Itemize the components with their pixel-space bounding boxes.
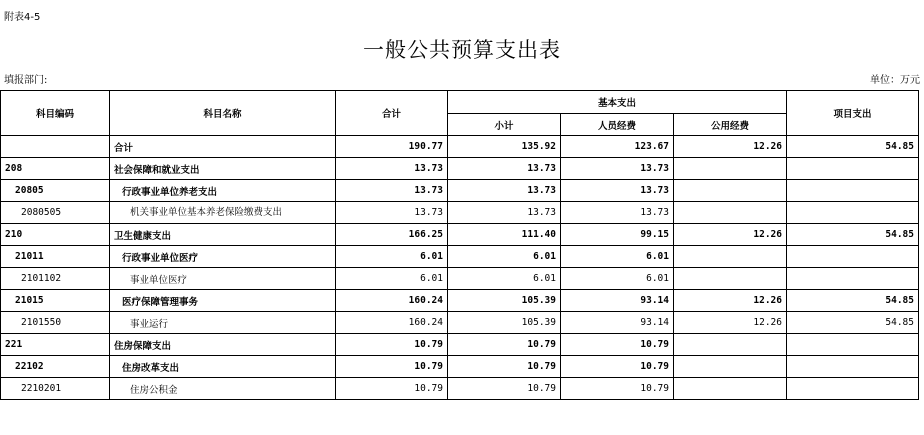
cell-total: 10.79 <box>336 378 448 400</box>
cell-public <box>674 158 787 180</box>
cell-name: 机关事业单位基本养老保险缴费支出 <box>110 202 336 224</box>
col-header-total: 合计 <box>336 91 448 136</box>
expenditure-table <box>0 90 919 400</box>
cell-personnel: 13.73 <box>561 158 674 180</box>
cell-project: 54.85 <box>787 312 919 334</box>
annex-label: 附表4-5 <box>4 12 41 23</box>
cell-public <box>674 356 787 378</box>
cell-code: 2210201 <box>1 378 110 400</box>
cell-public <box>674 378 787 400</box>
cell-code <box>1 136 110 158</box>
cell-code: 22102 <box>1 356 110 378</box>
cell-subtotal: 6.01 <box>448 268 561 290</box>
cell-project <box>787 180 919 202</box>
cell-total: 13.73 <box>336 202 448 224</box>
cell-personnel: 6.01 <box>561 268 674 290</box>
cell-code: 21011 <box>1 246 110 268</box>
cell-project <box>787 268 919 290</box>
cell-subtotal: 10.79 <box>448 378 561 400</box>
cell-name: 医疗保障管理事务 <box>110 290 336 312</box>
cell-code: 221 <box>1 334 110 356</box>
cell-personnel: 10.79 <box>561 356 674 378</box>
cell-total: 166.25 <box>336 224 448 246</box>
cell-code: 2101102 <box>1 268 110 290</box>
cell-total: 6.01 <box>336 268 448 290</box>
cell-total: 190.77 <box>336 136 448 158</box>
cell-public: 12.26 <box>674 136 787 158</box>
cell-subtotal: 13.73 <box>448 202 561 224</box>
cell-code: 20805 <box>1 180 110 202</box>
cell-project <box>787 246 919 268</box>
col-header-basic: 基本支出 <box>448 91 787 114</box>
col-header-personnel: 人员经费 <box>561 114 674 136</box>
cell-public <box>674 334 787 356</box>
table-row <box>1 246 919 268</box>
cell-subtotal: 105.39 <box>448 290 561 312</box>
unit-label: 单位：万元 <box>870 75 920 86</box>
cell-subtotal: 105.39 <box>448 312 561 334</box>
cell-personnel: 10.79 <box>561 334 674 356</box>
cell-total: 13.73 <box>336 180 448 202</box>
cell-personnel: 13.73 <box>561 180 674 202</box>
table-row <box>1 312 919 334</box>
cell-name: 住房改革支出 <box>110 356 336 378</box>
table-row <box>1 268 919 290</box>
department-label: 填报部门: <box>4 75 48 86</box>
cell-personnel: 6.01 <box>561 246 674 268</box>
cell-name: 事业运行 <box>110 312 336 334</box>
table-row <box>1 224 919 246</box>
cell-total: 10.79 <box>336 356 448 378</box>
cell-code: 210 <box>1 224 110 246</box>
cell-subtotal: 135.92 <box>448 136 561 158</box>
cell-personnel: 13.73 <box>561 202 674 224</box>
cell-project <box>787 158 919 180</box>
cell-personnel: 10.79 <box>561 378 674 400</box>
col-header-subtotal: 小计 <box>448 114 561 136</box>
cell-name: 住房保障支出 <box>110 334 336 356</box>
cell-personnel: 123.67 <box>561 136 674 158</box>
cell-project: 54.85 <box>787 136 919 158</box>
cell-total: 160.24 <box>336 312 448 334</box>
col-header-project: 项目支出 <box>787 91 919 136</box>
cell-name: 卫生健康支出 <box>110 224 336 246</box>
cell-personnel: 93.14 <box>561 290 674 312</box>
page-title: 一般公共预算支出表 <box>363 38 561 62</box>
table-row <box>1 378 919 400</box>
cell-public <box>674 180 787 202</box>
col-header-public: 公用经费 <box>674 114 787 136</box>
cell-code: 2101550 <box>1 312 110 334</box>
cell-personnel: 93.14 <box>561 312 674 334</box>
table-row <box>1 202 919 224</box>
cell-code: 21015 <box>1 290 110 312</box>
cell-name: 行政事业单位养老支出 <box>110 180 336 202</box>
cell-subtotal: 13.73 <box>448 158 561 180</box>
cell-public <box>674 268 787 290</box>
cell-project <box>787 378 919 400</box>
cell-total: 6.01 <box>336 246 448 268</box>
cell-total: 160.24 <box>336 290 448 312</box>
table-row <box>1 334 919 356</box>
table-row <box>1 290 919 312</box>
table-row <box>1 356 919 378</box>
cell-subtotal: 10.79 <box>448 356 561 378</box>
cell-public <box>674 202 787 224</box>
table-row <box>1 136 919 158</box>
col-header-name: 科目名称 <box>110 91 336 136</box>
cell-name: 社会保障和就业支出 <box>110 158 336 180</box>
table-row <box>1 180 919 202</box>
cell-project <box>787 334 919 356</box>
cell-project <box>787 356 919 378</box>
cell-project: 54.85 <box>787 290 919 312</box>
cell-code: 2080505 <box>1 202 110 224</box>
col-header-code: 科目编码 <box>1 91 110 136</box>
cell-name: 合计 <box>110 136 336 158</box>
cell-project: 54.85 <box>787 224 919 246</box>
cell-subtotal: 6.01 <box>448 246 561 268</box>
cell-subtotal: 13.73 <box>448 180 561 202</box>
cell-public: 12.26 <box>674 312 787 334</box>
cell-name: 住房公积金 <box>110 378 336 400</box>
cell-total: 13.73 <box>336 158 448 180</box>
cell-total: 10.79 <box>336 334 448 356</box>
cell-public: 12.26 <box>674 290 787 312</box>
cell-public: 12.26 <box>674 224 787 246</box>
cell-personnel: 99.15 <box>561 224 674 246</box>
table-row <box>1 158 919 180</box>
cell-code: 208 <box>1 158 110 180</box>
cell-name: 行政事业单位医疗 <box>110 246 336 268</box>
cell-name: 事业单位医疗 <box>110 268 336 290</box>
cell-subtotal: 10.79 <box>448 334 561 356</box>
cell-subtotal: 111.40 <box>448 224 561 246</box>
cell-public <box>674 246 787 268</box>
cell-project <box>787 202 919 224</box>
header-row-1 <box>1 91 919 114</box>
